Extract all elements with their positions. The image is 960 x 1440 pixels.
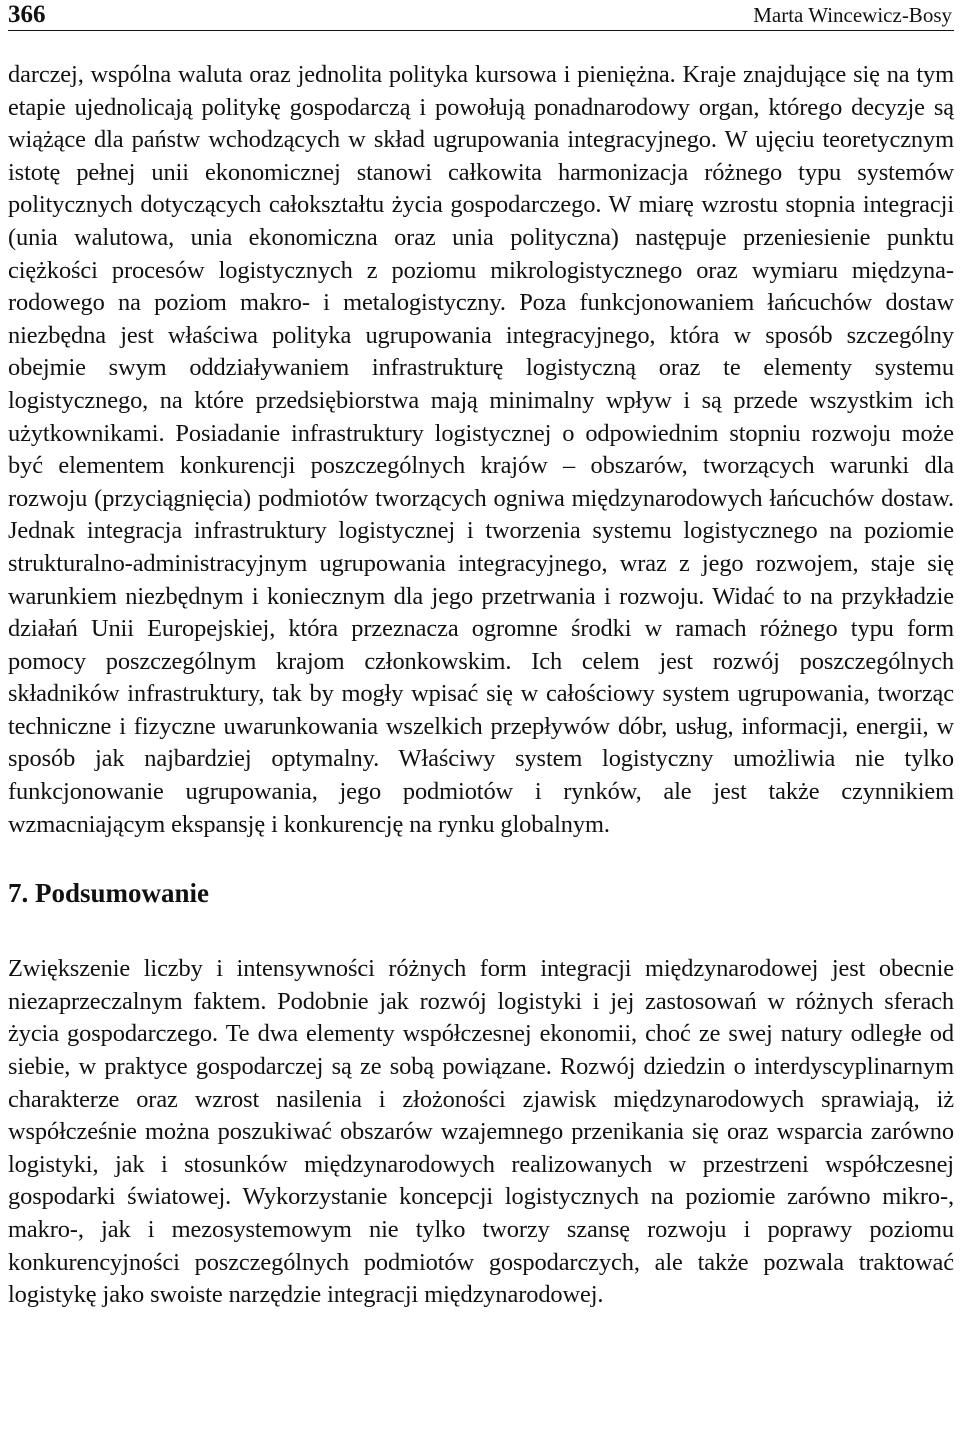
page-number: 366 (8, 1, 46, 28)
section-heading: 7. Podsumowanie (8, 878, 210, 909)
running-header (8, 0, 954, 31)
section-paragraph: Zwiększenie liczby i intensywności różnych form integracji międzynarodowej jest obecnie niezaprzeczalnym faktem. Podobnie jak rozwój logistyki i jej zastosowań w różnych sferach życia gospodarczego. Te dwa elementy współczesnej ekonomii, choć ze swej natury odległe od siebie, w praktyce gospodarczej są ze sobą powiązane. Rozwój dziedzin o interdyscyplinarnym charakterze oraz wzrost nasilenia i złożoności zjawisk międzynarodowych sprawiają, iż współcześnie można poszukiwać obszarów wzajemnego przenikania się oraz wsparcia zarówno logistyki, jak i stosunków międzynarodowych realizowanych w przestrzeni współczesnej gospodarki światowej. Wykorzystanie koncepcji logistycznych na poziomie zarówno mikro-, makro-, jak i mezosystemowym nie tylko tworzy szansę rozwoju i poprawy poziomu konkurencyjności poszczególnych podmiotów gospodarczych, ale także pozwala traktować logistykę jako swoiste narzędzie integracji międzynarodowej. (8, 955, 954, 1309)
body-paragraph: darczej, wspólna waluta oraz jednolita polityka kursowa i pieniężna. Kraje znajdujące się na tym etapie ujednolicają politykę gospodarczą i powołują ponadnarodowy organ, którego decyzje są wiążące dla państw wchodzących w skład ugrupowania integracyjnego. W ujęciu teoretycznym istotę pełnej unii ekonomicznej stanowi całkowita harmonizacja różnego typu systemów politycznych dotyczących całokształtu życia gospodarczego. W miarę wzrostu stopnia integracji (unia walutowa, unia ekonomiczna oraz unia polityczna) następuje przeniesienie punktu ciężkości procesów logistycznych z poziomu mikrologistycznego oraz wymiaru międzynarodowego na poziom makro- i metalogistyczny. Poza funkcjonowaniem łańcuchów dostaw niezbędna jest właściwa polityka ugrupowania integracyjnego, która w sposób szczególny obejmie swym oddziaływaniem infrastrukturę logistyczną oraz te elementy systemu logistycznego, na które przedsiębiorstwa mają minimalny wpływ i są przede wszystkim ich użytkownikami. Posiadanie infrastruktury logistycznej o odpowiednim stopniu rozwoju może być elementem konkurencji poszczególnych krajów – obszarów, tworzących warunki dla rozwoju (przyciągnięcia) podmiotów tworzących ogniwa międzynarodowych łańcuchów dostaw. Jednak integracja infrastruktury logistycznej i tworzenia systemu logistycznego na poziomie strukturalno-administracyjnym ugrupowania integracyjnego, wraz z jego rozwojem, staje się warunkiem niezbędnym i koniecznym dla jego przetrwania i rozwoju. Widać to na przykładzie działań Unii Europejskiej, która przeznacza ogromne środki w ramach różnego typu form pomocy poszczególnym krajom członkowskim. Ich celem jest rozwój poszczególnych składników infrastruktury, tak by mogły wpisać się w całościowy system ugrupowania, tworząc techniczne i fizyczne uwarunkowania wszelkich przepływów dóbr, usług, informacji, energii, w sposób jak najbardziej optymalny. Właściwy system logistyczny umożliwia nie tylko funkcjonowanie ugrupowania, jego podmiotów i rynków, ale jest także czynnikiem wzmacniającym ekspansję i konkurencję na rynku globalnym. (8, 61, 954, 838)
running-header-author: Marta Wincewicz-Bosy (753, 3, 952, 27)
